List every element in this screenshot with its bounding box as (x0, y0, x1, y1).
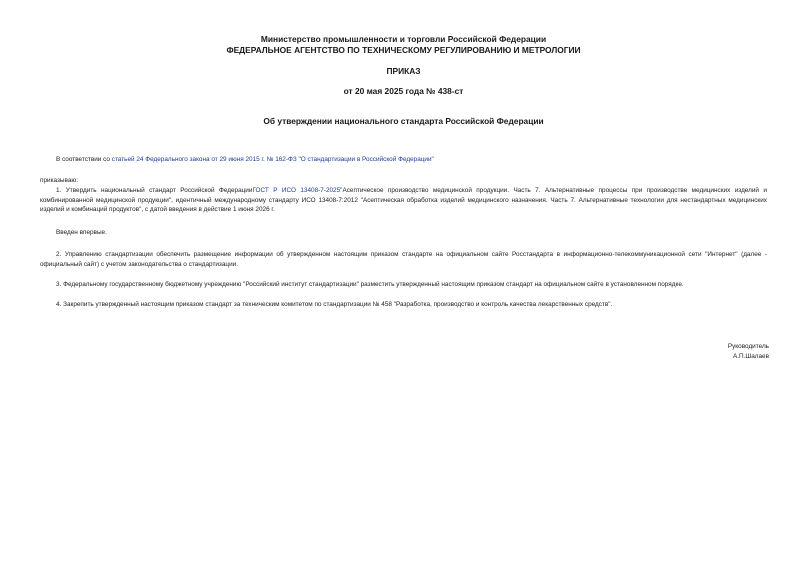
introduced-first: Введен впервые. (56, 229, 107, 236)
item-4: 4. Закрепить утвержденный настоящим приказом стандарт за техническим комитетом по стандартизации № 458 "Разработка, производство и контроль качества лекарственных средств". (56, 301, 613, 308)
ministry-name: Министерство промышленности и торговли Российской Федерации (260, 34, 547, 44)
item-1-text: 1. Утвердить национальный стандарт Российской Федерации (56, 187, 253, 194)
doc-date-number: от 20 мая 2025 года № 438-ст (343, 86, 464, 96)
signature-role: Руководитель (727, 343, 769, 350)
order-word: приказываю: (40, 177, 78, 184)
item-3: 3. Федеральному государственному бюджетному учреждению "Российский институт стандартизации" разместить утвержденный настоящим приказом стандарт на официальном сайте в установленном порядке. (56, 281, 684, 288)
item-1-rest: "Асептическое производство медицинской продукции. Часть 7. Альтернативные процессы при производстве медицинских изделий и комбинированной медицинской продукции", идентичный международному стандарту ИСО 13408-7:2012 "Асептическая обработка изделий медицинского назначения. Часть 7. Альтернативные технологии для нестандартных медицинских изделий и комбинаций продуктов", с датой введения в действие 1 июня 2026 г. (40, 187, 767, 213)
preamble-text: В соответствии со (56, 156, 112, 163)
standard-link[interactable]: ГОСТ Р ИСО 13408-7-2025 (252, 187, 341, 194)
item-1 (40, 186, 767, 215)
preamble (56, 155, 776, 165)
doc-type: ПРИКАЗ (386, 66, 421, 76)
signature-name: А.П.Шалаев (732, 353, 769, 360)
doc-title: Об утверждении национального стандарта Российской Федерации (263, 116, 544, 126)
item-2: 2. Управлению стандартизации обеспечить размещение информации об утвержденном настоящим приказом стандарте на официальном сайте Росстандарта в информационно-телекоммуникационной сети "Интернет" (далее - официальный сайт) с учетом законодательства о стандартизации. (40, 251, 767, 268)
law-link[interactable]: статьей 24 Федерального закона от 29 июня 2015 г. № 162-ФЗ "О стандартизации в Российской Федерации" (111, 156, 434, 163)
agency-name: ФЕДЕРАЛЬНОЕ АГЕНТСТВО ПО ТЕХНИЧЕСКОМУ РЕГУЛИРОВАНИЮ И МЕТРОЛОГИИ (226, 45, 581, 55)
